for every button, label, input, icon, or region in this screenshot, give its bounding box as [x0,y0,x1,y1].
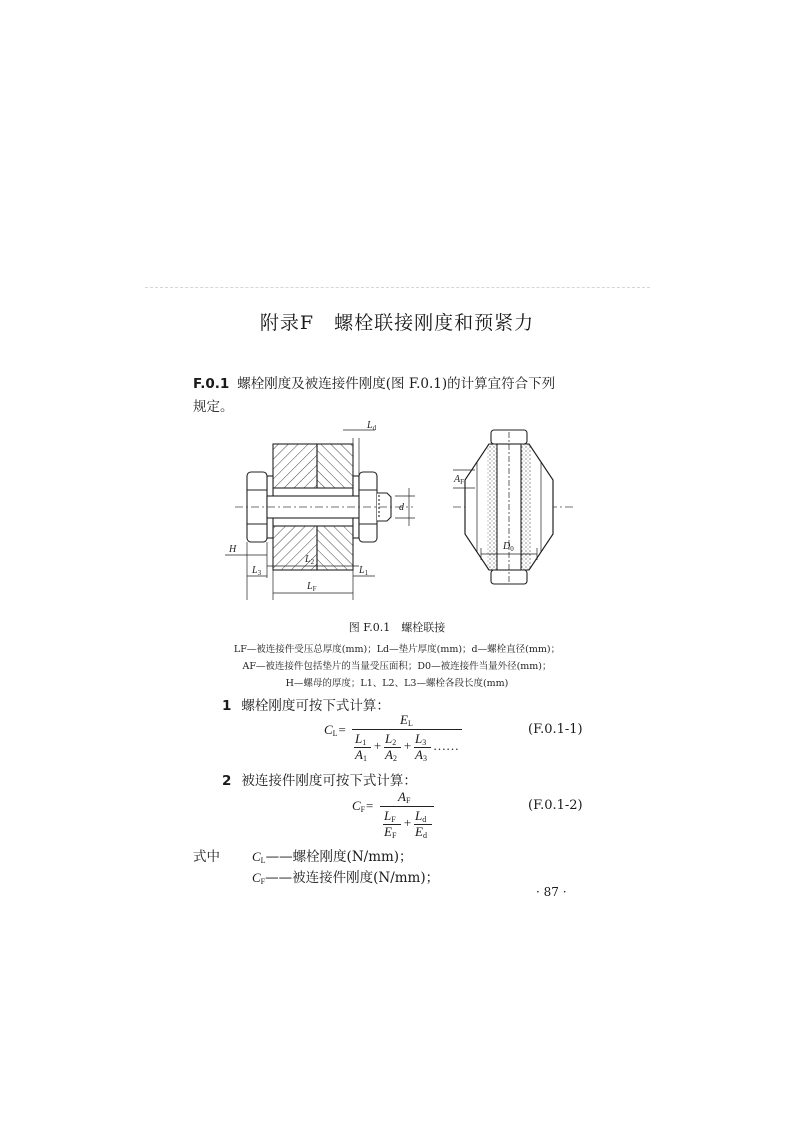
page-number: · 87 · [536,885,567,899]
clause-text-line2: 规定。 [193,399,234,415]
formula-1-number: (F.0.1-1) [528,722,583,737]
formula-2-term-2-bottom: $E_d$ [415,824,427,840]
formula-1-term-1-bottom: $A_1$ [355,747,367,763]
formula-1-term-2-top: $L_2$ [385,731,397,747]
label-AF: $A_F$ [454,474,465,486]
header-rule [145,287,650,288]
label-Ld: $L_d$ [367,420,377,432]
label-d: d [399,502,404,513]
figure-legend-line3: H—螺母的厚度；L1、L2、L3—螺栓各段长度(mm) [285,678,509,689]
formula-2-lhs: $C_F=$ [352,798,374,814]
formula-1-fraction-bar [352,729,462,730]
formula-2-number: (F.0.1-2) [528,798,583,813]
formula-1-numerator: $E_L$ [400,712,413,728]
figure-legend-line1: LF—被连接件受压总厚度(mm)；Ld—垫片厚度(mm)；d—螺栓直径(mm)； [233,644,561,655]
where-label: 式中 [193,849,220,865]
formula-1-term-3-top: $L_3$ [415,731,427,747]
label-LF: $L_F$ [307,581,317,593]
item-1 [222,694,390,714]
formula-2-numerator: $A_F$ [398,789,411,805]
clause-text-line1: 螺栓刚度及被连接件刚度(图 F.0.1)的计算宜符合下列 [237,376,556,392]
where-entry-CF: $C_F——$被连接件刚度(N/mm)； [252,870,440,886]
formula-1-tail: …… [433,738,459,753]
bolt-joint-figure [225,418,585,610]
formula-2-term-1-top: $L_F$ [384,808,396,824]
formula-2-term-1-bottom: $E_F$ [384,824,397,840]
item-1-number: 1 [222,698,232,714]
label-L1: $L_1$ [359,565,369,577]
formula-1-term-2-bottom: $A_2$ [385,747,397,763]
formula-1-lhs: $C_L=$ [324,722,347,738]
item-1-text: 螺栓刚度可按下式计算： [241,698,390,714]
clause-f-0-1 [193,373,555,419]
formula-1-term-1-top: $L_1$ [355,731,367,747]
formula-2-fraction-bar [380,806,434,807]
figure-legend-line2: AF—被连接件包括垫片的当量受压面积；D0—被连接件当量外径(mm)； [242,661,552,672]
item-2-number: 2 [222,773,232,789]
figure-caption: 图 F.0.1 螺栓联接 [348,621,446,634]
clause-number: F.0.1 [193,376,230,392]
formula-1-term-3-bottom: $A_3$ [415,747,427,763]
where-entry-CL: $C_L——$螺栓刚度(N/mm)； [252,849,413,865]
item-2 [222,769,417,789]
formula-2-term-2-top: $L_d$ [415,808,427,824]
item-2-text: 被连接件刚度可按下式计算： [241,773,417,789]
label-L2: $L_2$ [305,554,315,566]
section-title: 附录F 螺栓联接刚度和预紧力 [259,312,535,334]
label-H: H [229,544,237,555]
label-L3: $L_3$ [252,565,262,577]
label-D0: $D_0$ [503,541,514,553]
